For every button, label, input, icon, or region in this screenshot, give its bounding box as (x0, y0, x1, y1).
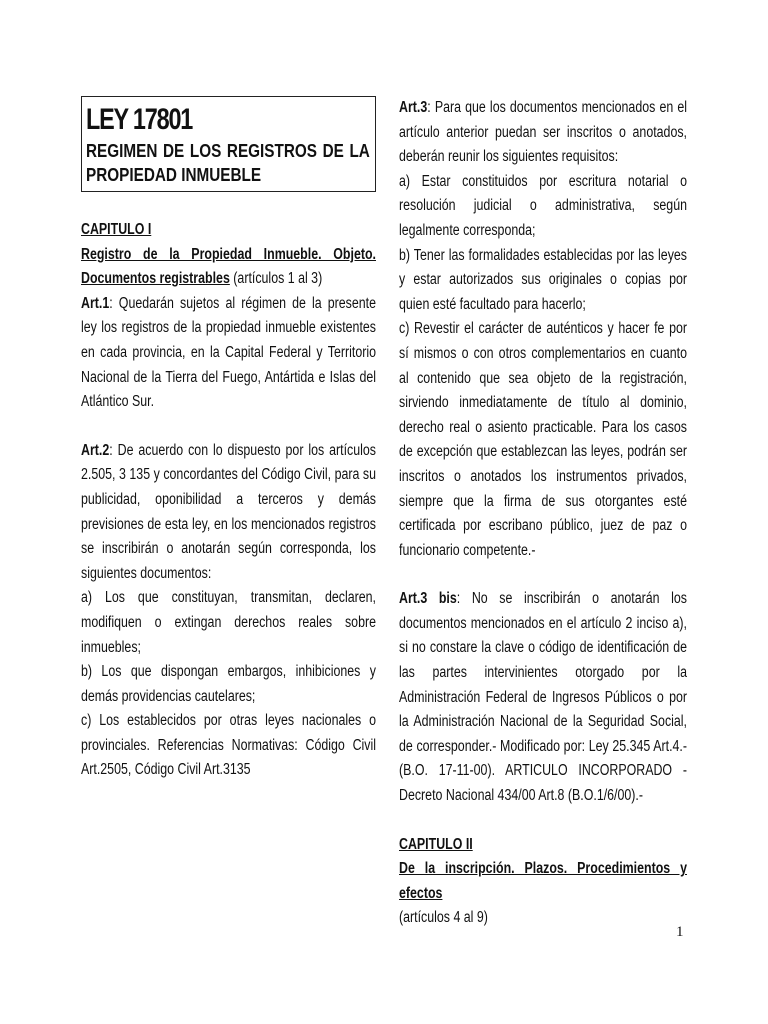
article-3-text: : Para que los documentos mencionados en el artículo anterior puedan ser inscritos o anotados, deberán reunir los siguientes requisitos: (399, 99, 687, 166)
article-1 (81, 292, 376, 415)
title-box (81, 96, 376, 192)
chapter-1-section (81, 218, 376, 783)
article-3 (399, 96, 687, 170)
law-subtitle: REGIMEN DE LOS REGISTROS DE LA PROPIEDAD INMUEBLE (86, 141, 370, 185)
article-3-item-a: a) Estar constituidos por escritura notarial o resolución judicial o administrativa, según legalmente corresponda; (399, 172, 687, 239)
article-3-bis-text: : No se inscribirán o anotarán los documentos mencionados en el artículo 2 inciso a), si no constare la clave o código de identificación de las partes intervinientes otorgado por la Administración Federal de Ingresos Públicos o por la Administración Nacional de la Seguridad Social, de corresponder.- Modificado por: Ley 25.345 Art.4.- (B.O. 17-11-00). ARTICULO INCORPORADO - Decreto Nacional 434/00 Art.8 (B.O.1/6/00).- (399, 590, 687, 805)
article-2-item-a: a) Los que constituyan, transmitan, declaren, modifiquen o extingan derechos reales sobre inmuebles; (81, 589, 376, 656)
right-column (399, 96, 687, 931)
article-3-item-b: b) Tener las formalidades establecidas por las leyes y estar autorizados sus originales o copias por quien esté facultado para hacerlo; (399, 246, 687, 313)
article-3-bis (399, 587, 687, 808)
law-title: LEY 17801 (86, 103, 193, 136)
article-2-item-b: b) Los que dispongan embargos, inhibiciones y demás providencias cautelares; (81, 663, 376, 705)
article-2-label: Art.2 (81, 441, 110, 459)
article-2-item-c: c) Los establecidos por otras leyes nacionales o provinciales. Referencias Normativas: Código Civil Art.2505, Código Civil Art.3135 (81, 712, 376, 779)
article-1-text: : Quedarán sujetos al régimen de la presente ley los registros de la propiedad inmueble existentes en cada provincia, en la Capital Federal y Territorio Nacional de la Tierra del Fuego, Antártida e Islas del Atlántico Sur. (81, 294, 376, 411)
article-3-bis-label: Art.3 bis (399, 590, 457, 608)
chapter-1-heading: Registro de la Propiedad Inmueble. Objeto. Documentos registrables (81, 245, 376, 288)
article-3-section (399, 96, 687, 931)
chapter-2-label: CAPITULO II (399, 835, 473, 853)
article-2 (81, 439, 376, 587)
article-3-label: Art.3 (399, 99, 428, 116)
article-2-text: : De acuerdo con lo dispuesto por los artículos 2.505, 3 135 y concordantes del Código Civil, para su publicidad, oponibilidad a terceros y demás previsiones de esta ley, en los mencionados registros se inscribirán o anotarán según corresponda, los siguientes documentos: (81, 441, 376, 582)
page-number: 1 (676, 924, 684, 940)
article-3-item-c: c) Revestir el carácter de auténticos y hacer fe por sí mismos o con otros complementarios en cuanto al contenido que sea objeto de la registración, sirviendo inmediatamente de título al dominio, derecho real o asiento practicable. Para los casos de excepción que establezcan las leyes, podrán ser inscritos o anotados los instrumentos privados, siempre que la firma de sus otorgantes esté certificada por escribano público, juez de paz o funcionario competente.- (399, 320, 687, 559)
article-1-label: Art.1 (81, 294, 110, 312)
chapter-1-range: (artículos 1 al 3) (229, 270, 323, 288)
chapter-2-heading: De la inscripción. Plazos. Procedimientos y efectos (399, 860, 687, 902)
chapter-2-range: (artículos 4 al 9) (399, 909, 488, 927)
left-column (81, 96, 376, 783)
chapter-1-label: CAPITULO I (81, 221, 152, 238)
